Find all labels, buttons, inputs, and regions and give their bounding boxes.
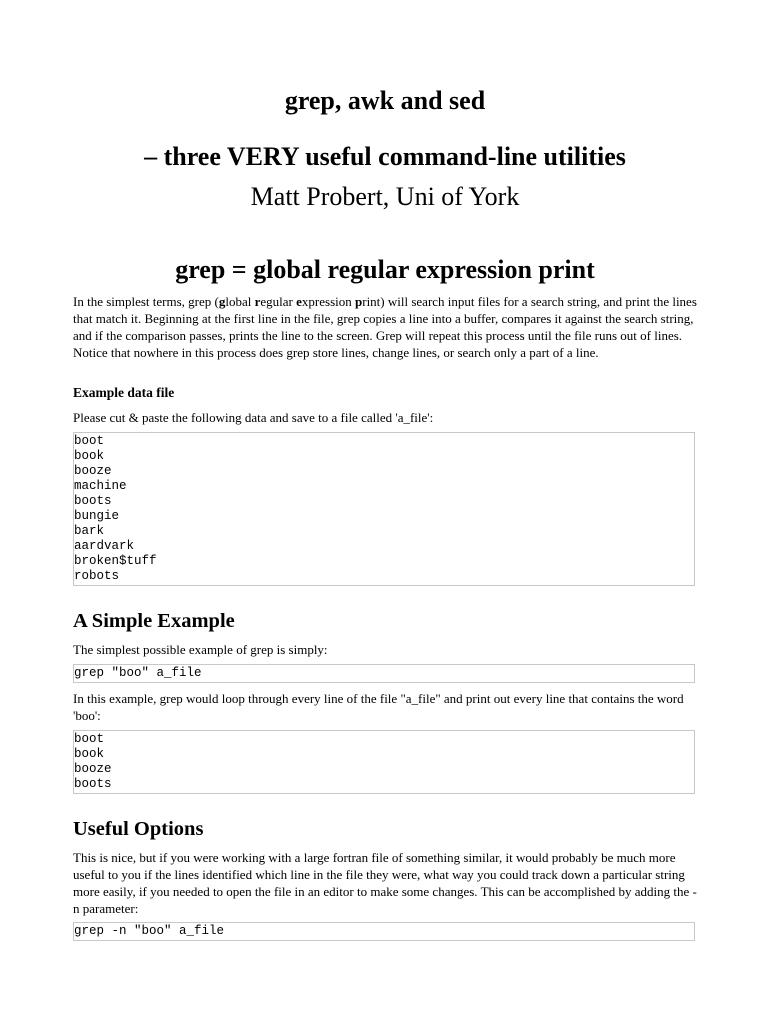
- section-heading-useful-options: Useful Options: [73, 818, 204, 840]
- code-line: bark: [74, 524, 105, 538]
- example-instruction: Please cut & paste the following data and save to a file called 'a_file':: [73, 410, 434, 425]
- code-line: bungie: [74, 509, 120, 523]
- simple-example-text: The simplest possible example of grep is simply:: [73, 642, 328, 657]
- code-line: boots: [74, 494, 112, 508]
- code-line: boot: [74, 434, 105, 448]
- intro-text: egular: [260, 294, 297, 309]
- grep-intro-paragraph: [73, 293, 697, 361]
- code-line: robots: [74, 569, 120, 583]
- intro-bold-p: p: [355, 294, 363, 309]
- code-line: aardvark: [74, 539, 135, 553]
- section-heading-grep: grep = global regular expression print: [175, 255, 595, 284]
- grep-n-command-code-block[interactable]: [73, 922, 695, 941]
- grep-command-code-block[interactable]: [73, 664, 695, 683]
- useful-options-text: This is nice, but if you were working with a large fortran file of something similar, it would probably be much more useful to you if the lines identified which line in the file they were, what way you could track down a particular string more easily, if you needed to open the file in an editor to make some changes. This can be accomplished by adding the -n parameter:: [73, 850, 697, 916]
- code-line: broken$tuff: [74, 554, 157, 568]
- intro-text: rint) will search input files for a search string, and print the lines that match it. Beginning at the first line in the file, grep copies a line into a buffer, compares it against the search string, and if the comparison passes, prints the line to the screen. Grep will repeat this process until the file runs out of lines. Notice that nowhere in this process does grep store lines, change lines, or search only a part of a line.: [73, 294, 697, 360]
- author-line: Matt Probert, Uni of York: [250, 182, 520, 211]
- intro-bold-e: e: [296, 294, 302, 309]
- code-line: grep -n "boo" a_file: [74, 924, 225, 938]
- grep-output-code-block[interactable]: [73, 730, 695, 794]
- code-line: machine: [74, 479, 127, 493]
- code-line: boot: [74, 732, 105, 746]
- intro-text: xpression: [301, 294, 355, 309]
- data-file-code-block[interactable]: [73, 432, 695, 586]
- section-heading-simple-example: A Simple Example: [73, 610, 235, 632]
- simple-example-explanation: In this example, grep would loop through every line of the file "a_file" and print out every line that contains the word 'boo':: [73, 691, 684, 723]
- code-line: book: [74, 747, 105, 761]
- example-data-heading: Example data file: [73, 385, 175, 400]
- code-line: grep "boo" a_file: [74, 666, 202, 680]
- intro-bold-g: g: [218, 294, 226, 309]
- intro-text: lobal: [225, 294, 255, 309]
- code-line: boots: [74, 777, 112, 791]
- intro-bold-r: r: [254, 294, 261, 309]
- page-subtitle: – three VERY useful command-line utilities: [144, 142, 626, 171]
- intro-text: In the simplest terms, grep (: [73, 294, 219, 309]
- code-line: booze: [74, 762, 112, 776]
- page-title: grep, awk and sed: [284, 86, 486, 115]
- code-line: booze: [74, 464, 112, 478]
- code-line: book: [74, 449, 105, 463]
